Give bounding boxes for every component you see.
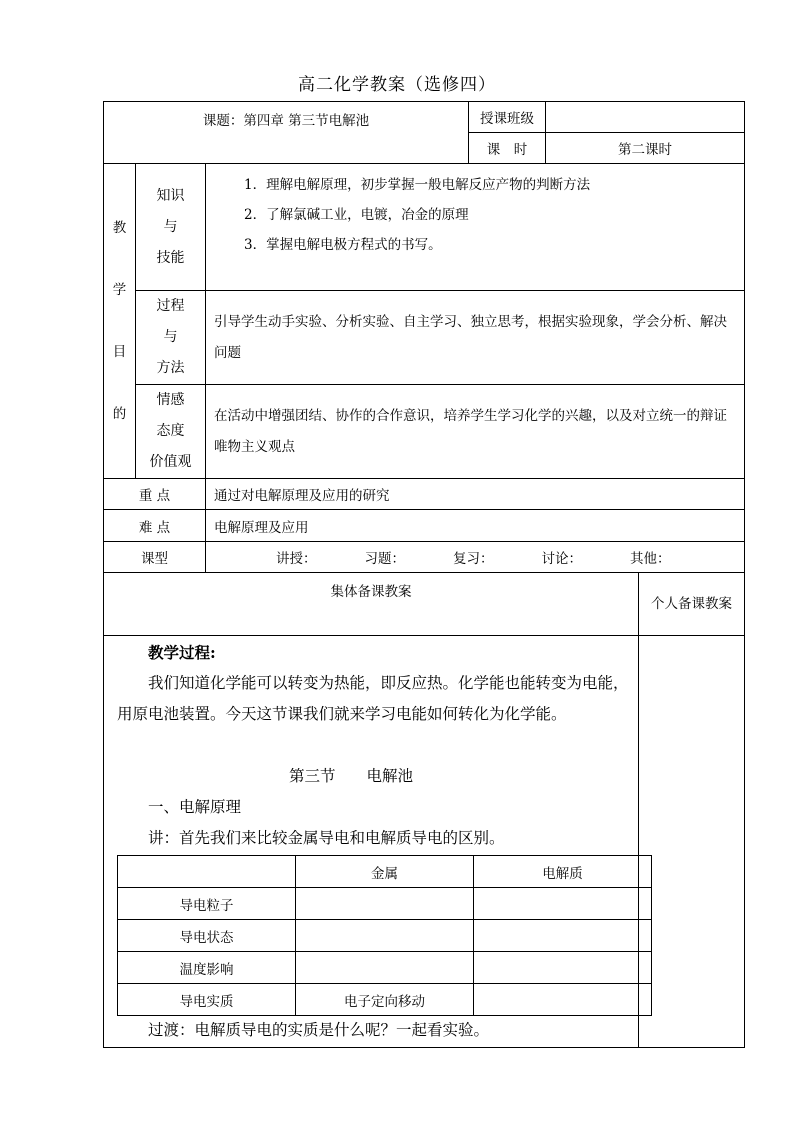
topic-text: 课题：第四章 第三节电解池 (202, 113, 370, 129)
lesson-type-options (206, 542, 745, 573)
lesson-type-label: 课型 (104, 542, 206, 573)
process-intro: 我们知道化学能可以转变为热能，即反应热。化学能也能转变为电能，用原电池装置。今天这节课我们就来学习电能如何转化为化学能。 (117, 674, 629, 723)
section-title: 第三节 电解池 (288, 767, 413, 785)
lesson-type-option: 讲授： (276, 551, 317, 567)
list-item: 2．了解氯碱工业，电镀，冶金的原理 (244, 207, 469, 223)
lesson-type-option: 其他： (630, 551, 671, 567)
list-item: 3．掌握电解电极方程式的书写。 (244, 237, 442, 253)
teaching-process (104, 636, 639, 1048)
class-label: 授课班级 (469, 102, 546, 133)
objectives-label: 教 学 目 的 (104, 164, 136, 479)
compare-header (118, 856, 296, 888)
compare-header: 金属 (296, 856, 474, 888)
personal-plan-header: 个人备课教案 (639, 573, 745, 636)
personal-plan-cell (639, 636, 745, 1048)
period-value: 第二课时 (546, 133, 745, 164)
process-text: 引导学生动手实验、分析实验、自主学习、独立思考，根据实验现象，学会分析、解决问题 (206, 291, 745, 385)
key-point-label: 重 点 (104, 479, 206, 510)
compare-table (117, 855, 652, 1016)
emotion-text: 在活动中增强团结、协作的合作意识，培养学生学习化学的兴趣，以及对立统一的辩证唯物主义观点 (206, 385, 745, 479)
difficulty-text: 电解原理及应用 (206, 510, 745, 542)
process-heading: 教学过程: (148, 643, 216, 662)
table-row: 温度影响 (118, 952, 652, 984)
process-label: 过程 与 方法 (136, 291, 206, 385)
difficulty-label: 难 点 (104, 510, 206, 542)
table-row: 导电状态 (118, 920, 652, 952)
key-point-text: 通过对电解原理及应用的研究 (206, 479, 745, 510)
period-label: 课 时 (469, 133, 546, 164)
class-value (546, 102, 745, 133)
emotion-label: 情感 态度 价值观 (136, 385, 206, 479)
knowledge-items (206, 164, 745, 291)
topic-cell (104, 102, 469, 164)
subsection-title: 一、电解原理 (148, 798, 242, 816)
list-item: 1．理解电解原理，初步掌握一般电解反应产物的判断方法 (244, 177, 591, 193)
lesson-plan-table (103, 101, 745, 1048)
lesson-type-option: 复习： (453, 551, 494, 567)
knowledge-label: 知识 与 技能 (136, 164, 206, 291)
compare-header: 电解质 (474, 856, 652, 888)
transition-text: 过渡：电解质导电的实质是什么呢？一起看实验。 (148, 1021, 490, 1039)
table-row: 导电粒子 (118, 888, 652, 920)
collective-plan-header: 集体备课教案 (104, 573, 639, 636)
lesson-type-option: 讨论： (541, 551, 582, 567)
document-title: 高二化学教案（选修四） (298, 75, 496, 95)
lesson-type-option: 习题： (364, 551, 405, 567)
table-row: 导电实质 电子定向移动 (118, 984, 652, 1016)
talk-text: 讲：首先我们来比较金属导电和电解质导电的区别。 (148, 829, 505, 847)
